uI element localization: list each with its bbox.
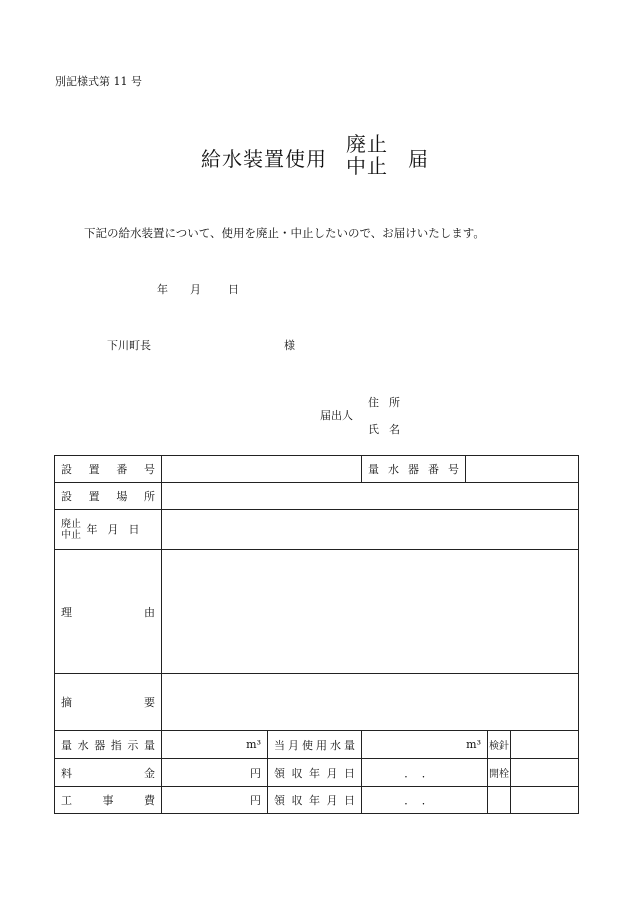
label-char: 理	[61, 605, 72, 619]
label-char: 使	[302, 738, 313, 752]
remarks-field[interactable]	[162, 674, 579, 731]
table-row	[55, 759, 579, 787]
stop-date-text: 年月日	[86, 522, 150, 536]
monthly-usage-label	[268, 731, 362, 759]
label-char: 日	[344, 766, 355, 780]
unit-yen: 円	[250, 766, 261, 780]
spread-text	[55, 461, 161, 477]
meter-reading-label	[55, 731, 162, 759]
spread-text	[268, 765, 361, 781]
recipient-honorific: 様	[284, 339, 295, 352]
blank-cell	[488, 787, 511, 814]
title-option-suspend: 中止	[346, 154, 388, 178]
date-dots: ．．	[404, 766, 445, 780]
name-label: 氏名	[368, 423, 410, 436]
spread-text	[55, 792, 161, 808]
date-year-label: 年	[157, 283, 168, 296]
install-location-field[interactable]	[162, 483, 579, 510]
install-number-label	[55, 456, 162, 483]
stop-date-label	[55, 510, 162, 550]
table-row	[55, 456, 579, 483]
label-char: 器	[94, 738, 106, 752]
meter-reading-field[interactable]	[162, 731, 268, 759]
spread-text	[55, 765, 161, 781]
label-char: 年	[309, 766, 320, 780]
inspection-label: 検針	[488, 731, 511, 759]
spread-text	[55, 694, 161, 710]
applicant-label: 届出人	[320, 409, 353, 422]
label-char: 所	[143, 490, 155, 503]
title-main: 給水装置使用	[201, 147, 327, 171]
label-char: 設	[61, 463, 72, 476]
label-char: 設	[61, 490, 72, 503]
receipt-date-label	[268, 759, 362, 787]
stop-suspend-text: 中止	[61, 529, 81, 541]
label-char: 水	[77, 738, 89, 752]
title-suffix: 届	[408, 147, 428, 171]
construction-fee-label	[55, 787, 162, 814]
date-day-label: 日	[228, 283, 239, 296]
recipient-name: 下川町長	[107, 339, 151, 352]
label-char: 摘	[61, 696, 72, 709]
table-row	[55, 731, 579, 759]
label-char: 号	[448, 463, 460, 476]
reason-label	[55, 550, 162, 674]
label-char: 量	[61, 738, 72, 752]
table-row	[55, 787, 579, 814]
receipt-date-field-2[interactable]	[362, 787, 488, 814]
title-option-abolish: 廃止	[346, 132, 388, 156]
reason-field[interactable]	[162, 550, 579, 674]
label-char: 号	[143, 463, 155, 476]
label-char: 量	[368, 463, 380, 476]
label-char: 当	[274, 738, 285, 752]
application-table	[54, 455, 579, 814]
label-char: 示	[127, 738, 139, 752]
table-row	[55, 674, 579, 731]
table-row	[55, 510, 579, 550]
blank-cell	[511, 787, 579, 814]
label-char: 要	[144, 696, 155, 709]
label-char: 工	[61, 794, 72, 807]
label-char: 用	[316, 738, 327, 752]
label-char: 金	[144, 766, 155, 780]
inspection-field[interactable]	[511, 731, 579, 759]
label-char: 日	[344, 794, 355, 807]
valve-field[interactable]	[511, 759, 579, 787]
remarks-label	[55, 674, 162, 731]
valve-label: 開栓	[488, 759, 511, 787]
label-char: 年	[309, 794, 320, 807]
receipt-date-label-2	[268, 787, 362, 814]
spread-text	[55, 604, 161, 620]
label-char: 場	[116, 490, 128, 503]
label-char: 量	[344, 738, 355, 752]
table-row	[55, 550, 579, 674]
stop-date-field[interactable]	[162, 510, 579, 550]
spread-text	[362, 461, 465, 477]
label-char: 月	[326, 766, 338, 780]
spread-text	[55, 737, 161, 753]
label-char: 収	[291, 794, 303, 807]
install-number-field[interactable]	[162, 456, 362, 483]
construction-fee-field[interactable]	[162, 787, 268, 814]
date-month-label: 月	[190, 283, 201, 296]
label-char: 番	[116, 463, 128, 476]
unit-m3: m³	[246, 738, 261, 751]
meter-number-label	[362, 456, 466, 483]
label-char: 水	[330, 738, 341, 752]
form-number: 別記様式第 11 号	[55, 75, 142, 88]
install-location-label	[55, 483, 162, 510]
label-char: 費	[144, 794, 155, 807]
date-dots: ．．	[404, 794, 445, 807]
meter-number-field[interactable]	[466, 456, 579, 483]
label-char: 料	[61, 766, 72, 780]
unit-m3: m³	[466, 738, 482, 751]
stop-type-stack	[61, 519, 81, 541]
spread-text	[268, 737, 361, 753]
label-char: 器	[408, 463, 420, 476]
receipt-date-field[interactable]	[362, 759, 488, 787]
monthly-usage-field[interactable]	[362, 731, 488, 759]
fee-label	[55, 759, 162, 787]
label-char: 月	[288, 738, 299, 752]
title-options	[346, 133, 388, 177]
fee-field[interactable]	[162, 759, 268, 787]
label-char: 事	[102, 794, 114, 807]
spread-text	[268, 792, 361, 808]
label-char: 月	[326, 794, 338, 807]
label-char: 番	[428, 463, 440, 476]
spread-text	[55, 488, 161, 504]
label-char: 領	[274, 766, 285, 780]
label-char: 量	[143, 738, 155, 752]
table-row	[55, 483, 579, 510]
label-char: 置	[88, 490, 100, 503]
label-char: 水	[388, 463, 400, 476]
intro-text: 下記の給水装置について、使用を廃止・中止したいので、お届けいたします。	[84, 226, 485, 240]
label-char: 領	[274, 794, 285, 807]
label-char: 由	[144, 605, 155, 619]
stop-abolish-text: 廃止	[61, 518, 81, 530]
address-label: 住所	[368, 396, 410, 409]
unit-yen: 円	[250, 794, 261, 807]
label-char: 収	[291, 766, 303, 780]
label-char: 置	[88, 463, 100, 476]
label-char: 指	[110, 738, 122, 752]
